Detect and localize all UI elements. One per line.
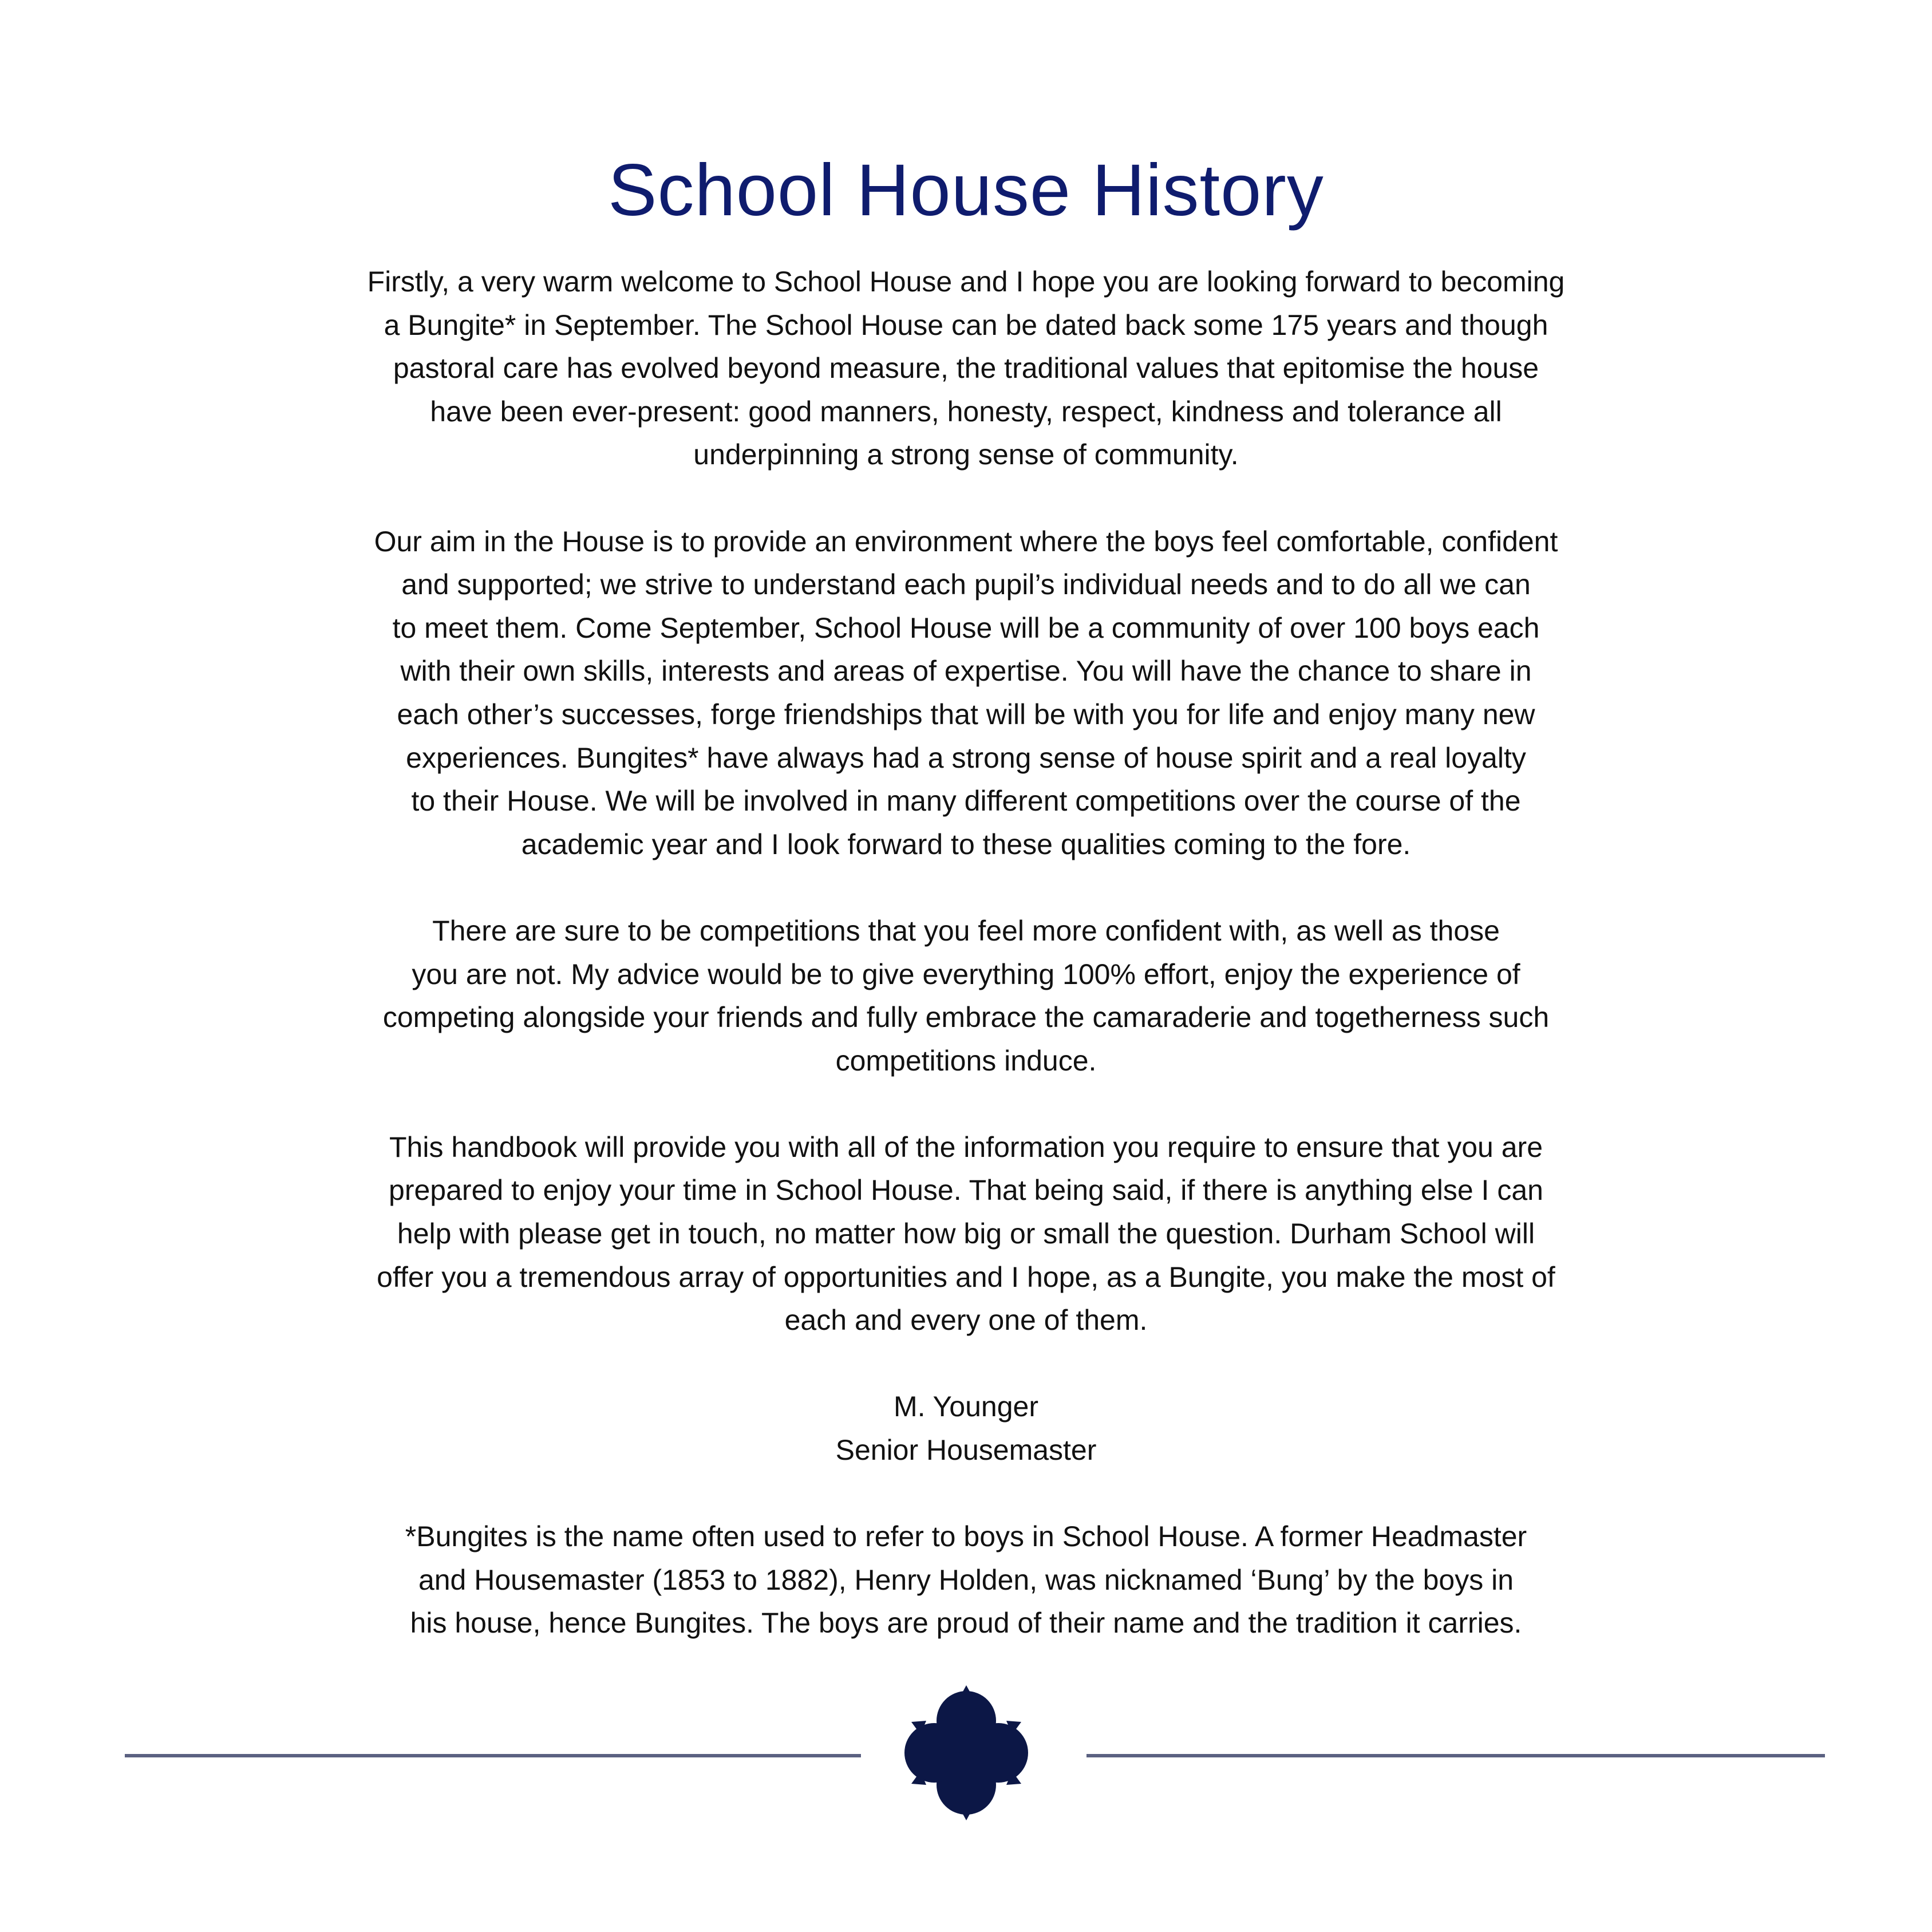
- paragraph-aim: [286, 520, 1646, 867]
- text-line: competing alongside your friends and fully embrace the camaraderie and togetherness such: [382, 1001, 1550, 1034]
- footnote: [286, 1515, 1646, 1645]
- text-line: help with please get in touch, no matter how big or small the question. Durham School will: [397, 1218, 1535, 1250]
- quatrefoil-icon: [903, 1685, 1029, 1820]
- text-line: competitions induce.: [835, 1044, 1097, 1077]
- text-line: Our aim in the House is to provide an environment where the boys feel comfortable, confident: [374, 525, 1558, 558]
- paragraph-welcome: [286, 260, 1646, 477]
- text-line: underpinning a strong sense of community.: [693, 438, 1239, 471]
- text-line: offer you a tremendous array of opportunities and I hope, as a Bungite, you make the most of: [377, 1261, 1555, 1293]
- paragraph-competitions: [286, 910, 1646, 1082]
- text-line: a Bungite* in September. The School House can be dated back some 175 years and though: [384, 309, 1548, 341]
- text-line: to their House. We will be involved in many different competitions over the course of the: [411, 785, 1521, 817]
- text-line: There are sure to be competitions that you feel more confident with, as well as those: [432, 914, 1500, 947]
- text-line: with their own skills, interests and areas of expertise. You will have the chance to share in: [400, 655, 1532, 688]
- divider-line-right: [1086, 1754, 1825, 1757]
- footnote-line: his house, hence Bungites. The boys are proud of their name and the tradition it carries.: [410, 1607, 1522, 1639]
- text-line: and supported; we strive to understand each pupil’s individual needs and to do all we can: [401, 568, 1531, 601]
- text-line: each other’s successes, forge friendships that will be with you for life and enjoy many new: [397, 698, 1535, 730]
- divider-line-left: [125, 1754, 861, 1757]
- signature-role: Senior Housemaster: [835, 1434, 1097, 1467]
- text-line: pastoral care has evolved beyond measure, the traditional values that epitomise the house: [393, 352, 1539, 385]
- text-line: Firstly, a very warm welcome to School House and I hope you are looking forward to becoming: [367, 266, 1565, 298]
- footnote-line: *Bungites is the name often used to refer to boys in School House. A former Headmaster: [405, 1520, 1527, 1553]
- footnote-line: and Housemaster (1853 to 1882), Henry Holden, was nicknamed ‘Bung’ by the boys in: [418, 1563, 1514, 1596]
- text-line: experiences. Bungites* have always had a strong sense of house spirit and a real loyalty: [406, 741, 1526, 774]
- text-line: academic year and I look forward to these qualities coming to the fore.: [521, 828, 1411, 860]
- text-line: This handbook will provide you with all of the information you require to ensure that you are: [389, 1131, 1543, 1163]
- text-line: you are not. My advice would be to give everything 100% effort, enjoy the experience of: [412, 958, 1520, 990]
- text-line: prepared to enjoy your time in School House. That being said, if there is anything else I can: [389, 1174, 1543, 1207]
- signature-block: [286, 1385, 1646, 1472]
- letter-body: [286, 260, 1646, 1645]
- text-line: to meet them. Come September, School House will be a community of over 100 boys each: [392, 611, 1540, 644]
- paragraph-handbook: [286, 1126, 1646, 1342]
- page-title: School House History: [608, 149, 1324, 231]
- text-line: each and every one of them.: [784, 1304, 1148, 1337]
- text-line: have been ever-present: good manners, honesty, respect, kindness and tolerance all: [430, 395, 1502, 428]
- signature-name: M. Younger: [894, 1390, 1038, 1423]
